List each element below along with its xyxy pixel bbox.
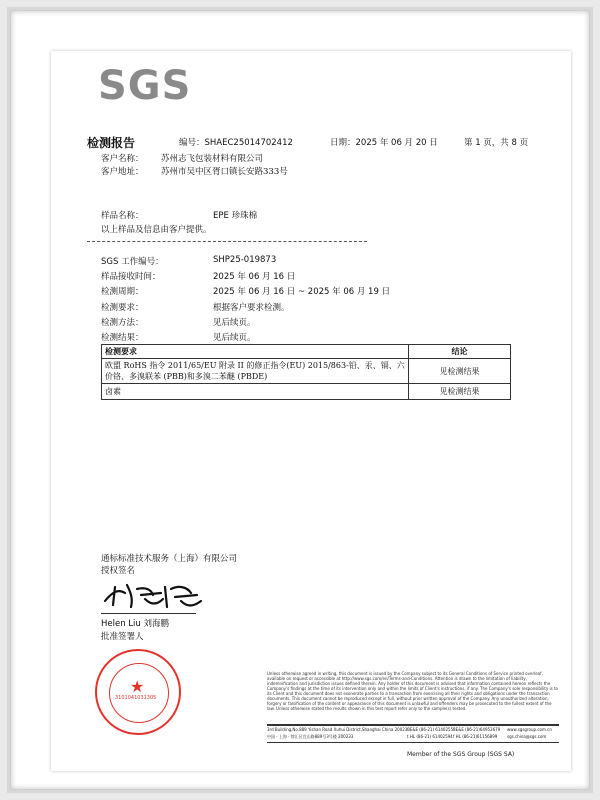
request-value: 根据客户要求检测。 <box>213 303 290 313</box>
signer-role: 批准签署人 <box>101 632 144 642</box>
footer-tel-cn: t HL (86-21) 61402594 <box>407 734 453 739</box>
client-address-label: 客户地址： <box>101 167 144 177</box>
table-row <box>102 359 511 384</box>
table-row <box>102 384 511 400</box>
client-name-value: 苏州志飞包装材料有限公司 <box>161 154 264 164</box>
page-info: 第 1 页，共 8 页 <box>464 138 529 148</box>
sgs-logo: SGS <box>98 63 192 109</box>
legal-disclaimer: Unless otherwise agreed in writing, this document is issued by the Company subject to its General Conditions of Service printed overleaf, available on request or accessible at http://www.sgs.com/en/Terms-and-Conditions. Attention is drawn to the limitation of liability, indemnification and jurisdiction issues defined therein. Any holder of this document is advised that information contained hereon reflects the Company's findings at the time of its intervention only and within the limits of Client's instructions, if any. The Company's sole responsibility is to its Client and this document does not exonerate parties to a transaction from exercising all their rights and obligations under the transaction documents. This document cannot be reproduced except in full, without prior written approval of the Company. Any unauthorized alteration, forgery or falsification of the content or appearance of this document is unlawful and offenders may be prosecuted to the fullest extent of the law. Unless otherwise stated the results shown in this test report refer only to the sample(s) tested. <box>267 671 558 711</box>
sample-provided-note: 以上样品及信息由客户提供。 <box>101 225 212 235</box>
period-value: 2025 年 06 月 16 日 ~ 2025 年 06 月 19 日 <box>213 287 391 297</box>
table-header-row <box>102 345 511 359</box>
report-date: 日期：2025 年 06 月 20 日 <box>330 138 438 148</box>
sample-name-value: EPE 珍珠棉 <box>213 211 258 221</box>
results-value: 见后续页。 <box>213 333 256 343</box>
member-note: Member of the SGS Group (SGS SA) <box>407 751 515 758</box>
job-number-label: SGS 工作编号： <box>101 257 164 267</box>
table-cell-conclusion: 见检测结果 <box>409 359 511 384</box>
client-address-value: 苏州市吴中区胥口镇长安路333号 <box>161 167 288 177</box>
handwritten-signature <box>101 579 221 611</box>
signer-name: Helen Liu 刘海鹏 <box>101 619 169 629</box>
footer-rule <box>267 724 559 726</box>
footer-rule-bottom <box>267 742 559 743</box>
footer-web[interactable]: www.sgsgroup.com.cn <box>507 727 552 732</box>
received-label: 样品接收时间： <box>101 272 161 282</box>
footer-email[interactable]: sgs.china@sgs.com <box>507 734 547 739</box>
signature-line <box>101 613 196 614</box>
official-stamp: ★ 3101041031305 <box>95 649 181 735</box>
footer-address-cn: 中国 · 上海 · 徐汇区宜山路889号3号楼 200233 <box>267 734 354 739</box>
sample-name-label: 样品名称： <box>101 211 144 221</box>
table-cell-requirement: 卤素 <box>102 384 409 400</box>
method-value: 见后续页。 <box>213 318 256 328</box>
company-name: 通标标准技术服务（上海）有限公司 <box>101 554 238 564</box>
authorized-signature-label: 授权签名 <box>101 566 136 576</box>
job-number-value: SHP25-019873 <box>213 255 277 265</box>
footer-fax-cn: f HL (86-21)61156899 <box>453 734 498 739</box>
table-cell-requirement: 欧盟 RoHS 指令 2011/65/EU 附录 II 的修正指令(EU) 2015/863-铅、汞、镉、六价铬、多溴联苯 (PBB)和多溴二苯醚 (PBDE) <box>102 359 409 384</box>
results-table <box>101 344 511 400</box>
method-label: 检测方法： <box>101 318 144 328</box>
received-value: 2025 年 06 月 16 日 <box>213 272 296 282</box>
star-icon: ★ <box>130 677 145 696</box>
footer-fax-en: f E&E (86-21)64953679 <box>453 727 501 732</box>
period-label: 检测周期： <box>101 287 144 297</box>
table-header-conclusion: 结论 <box>409 345 511 359</box>
picture-frame <box>10 10 590 790</box>
client-name-label: 客户名称： <box>101 154 144 164</box>
footer-tel-en: t E&E (86-21) 61402553 <box>407 727 456 732</box>
table-header-requirement: 检测要求 <box>102 345 409 359</box>
report-page <box>51 51 571 771</box>
footer-address-en: 3rd Building,No.889 Yishan Road Xuhui District,Shanghai China 200233 <box>267 727 410 732</box>
table-cell-conclusion: 见检测结果 <box>409 384 511 400</box>
request-label: 检测要求： <box>101 303 144 313</box>
results-label: 检测结果： <box>101 333 144 343</box>
report-title: 检测报告 <box>87 136 136 150</box>
report-number: 编号：SHAEC25014702412 <box>179 138 293 148</box>
divider-line <box>87 241 367 242</box>
